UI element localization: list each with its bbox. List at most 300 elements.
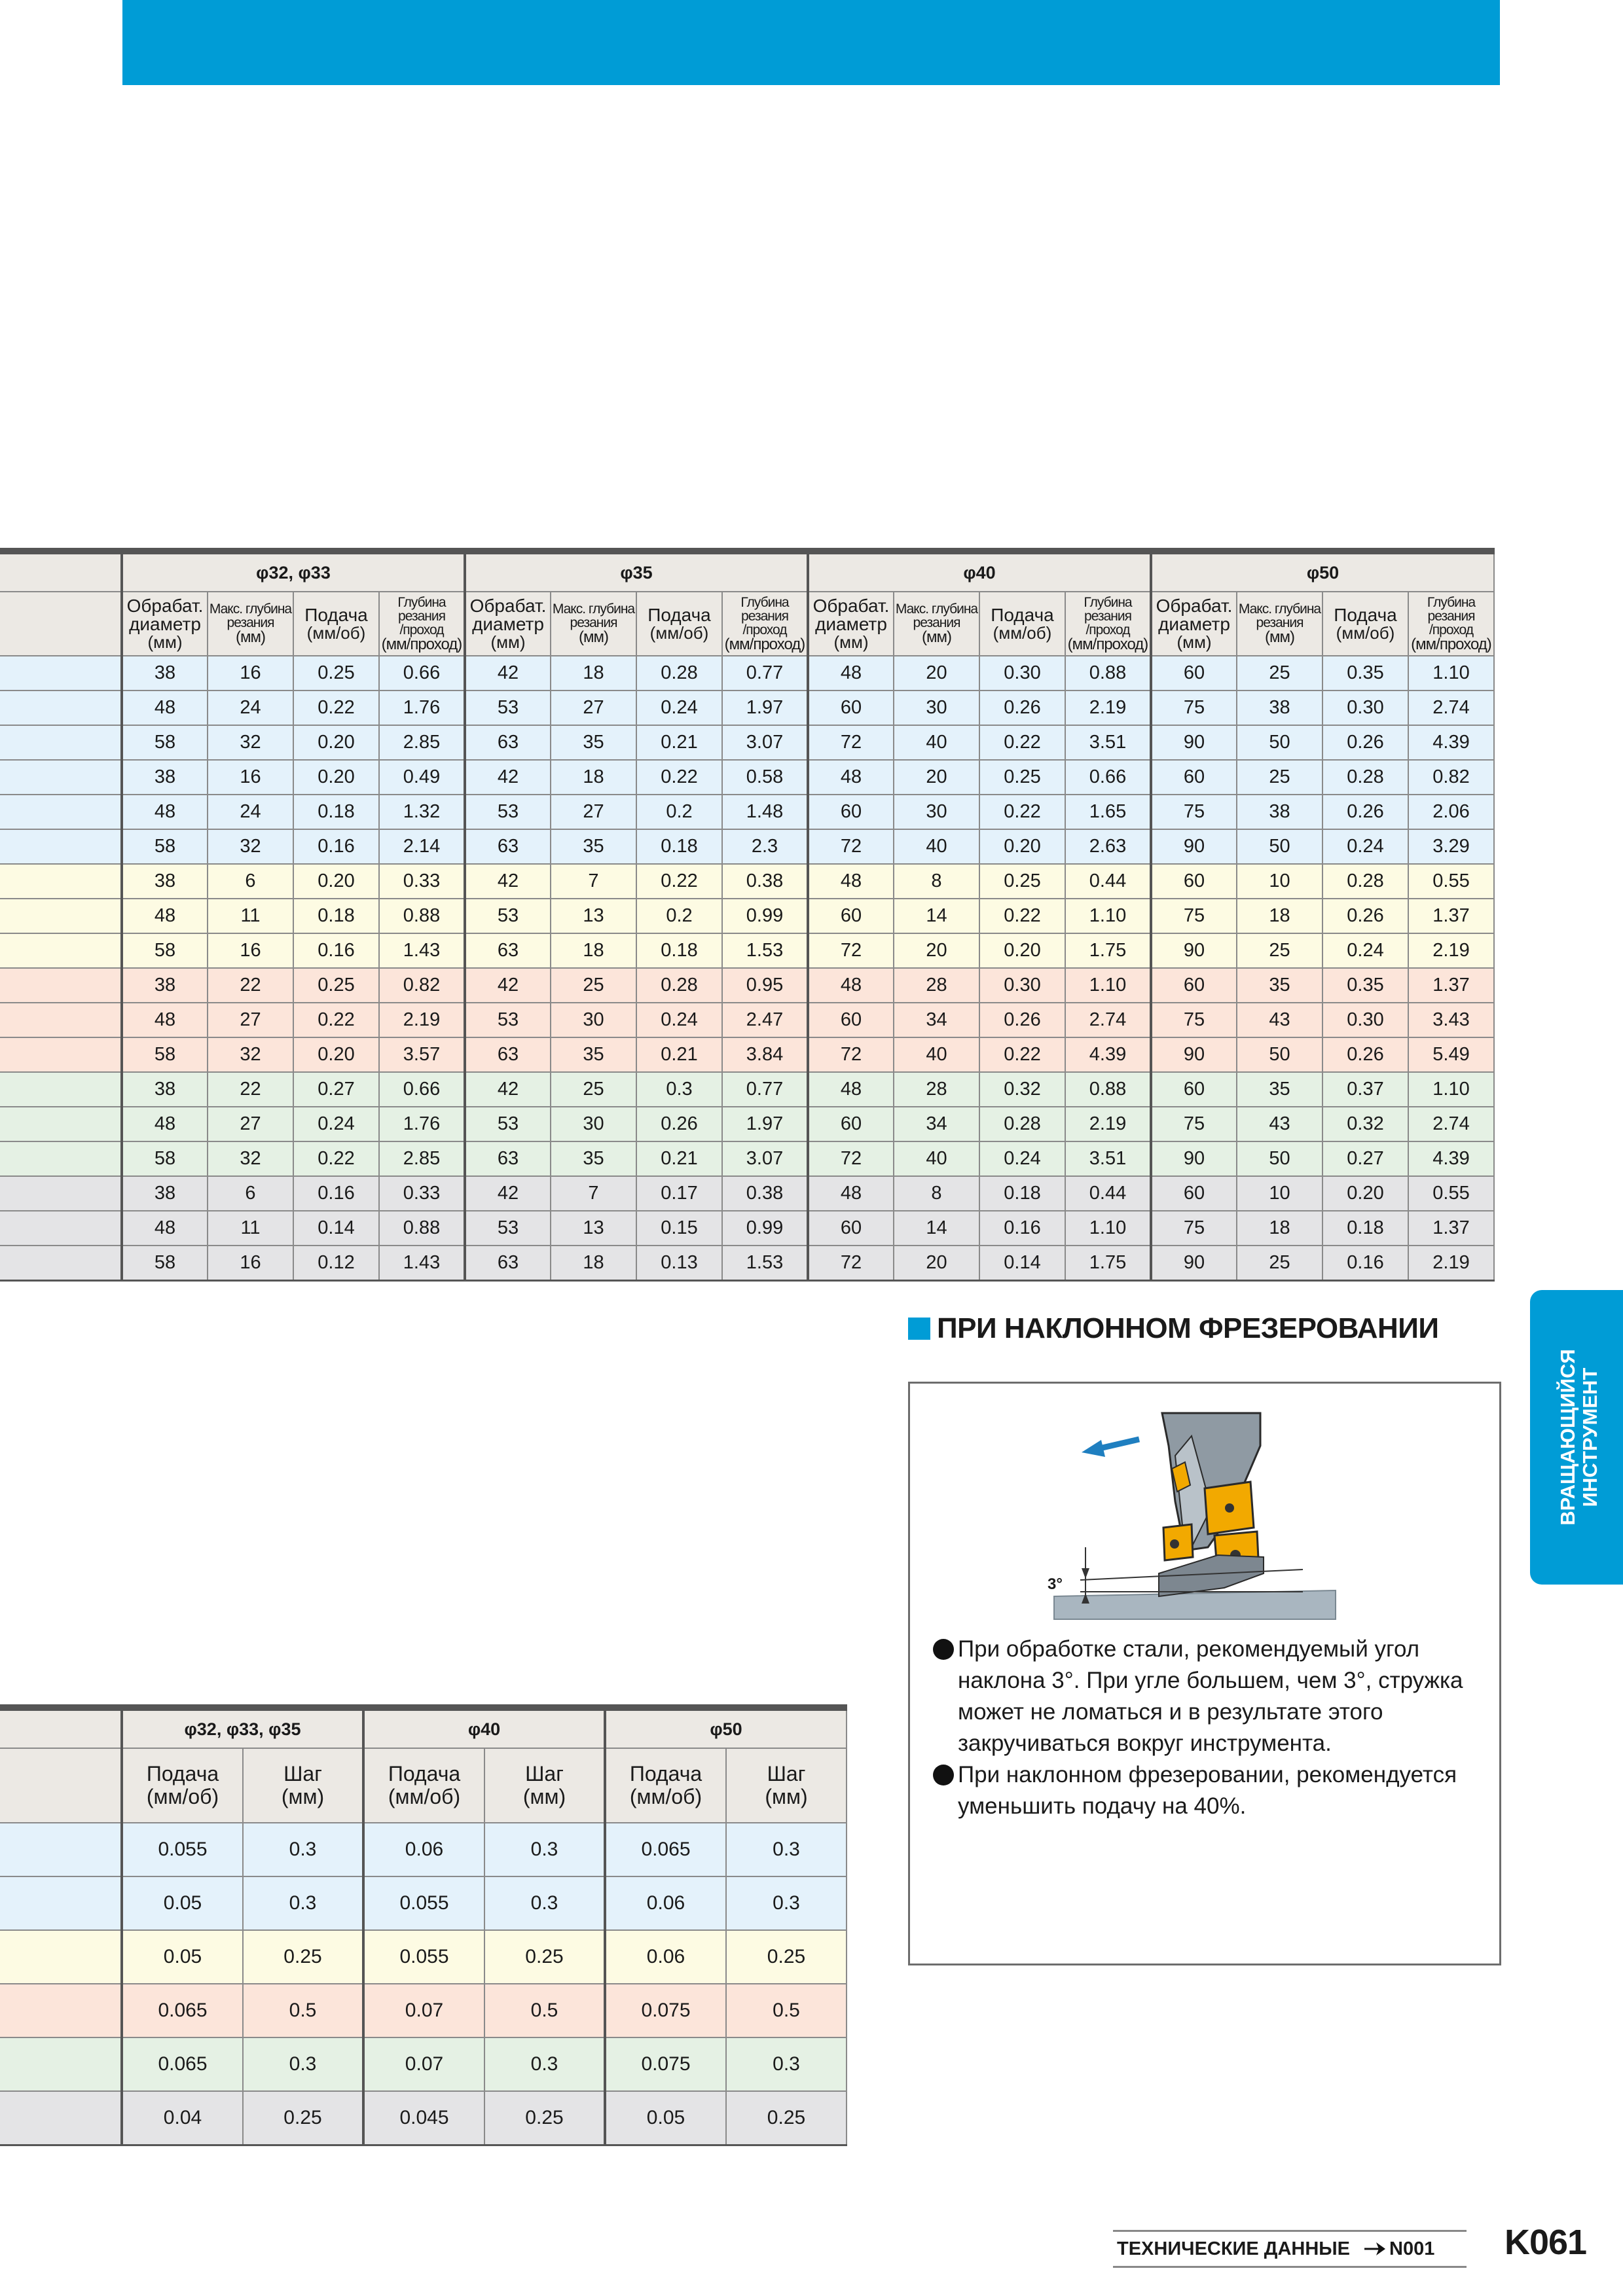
table-cell: 20 — [894, 933, 979, 968]
group-header: φ50 — [1151, 551, 1494, 592]
table-cell: 0.06 — [605, 1876, 726, 1930]
table-cell: 90 — [1151, 829, 1237, 864]
column-header-line: диаметр — [815, 614, 887, 634]
table-row — [0, 1876, 847, 1930]
section-heading — [908, 1309, 1439, 1348]
table-cell: 0.38 — [722, 864, 808, 899]
table-cell: 6 — [208, 864, 293, 899]
table-cell: 50 — [1237, 1037, 1322, 1072]
table-cell: 16 — [208, 760, 293, 795]
table-cell: 32 — [208, 725, 293, 760]
table-cell: 0.25 — [243, 2091, 363, 2145]
table-cell: 0.5 — [243, 1984, 363, 2037]
table-cell: 50 — [1237, 829, 1322, 864]
table-cell: 0.24 — [293, 1107, 379, 1141]
note-text: При наклонном фрезеровании, рекомендуется уменьшить подачу на 40%. — [958, 1762, 1457, 1819]
table-cell: 0.075 — [605, 2037, 726, 2091]
table-cell: 0.16 — [1322, 1246, 1408, 1281]
table-cell: 30 — [551, 1107, 636, 1141]
column-header — [1322, 592, 1408, 656]
table-cell: 48 — [122, 1211, 208, 1246]
note-text: При обработке стали, рекомендуемый угол наклона 3°. При угле большем, чем 3°, стружка может не ломаться и в результате этого закручиваться вокруг инструмента. — [958, 1636, 1463, 1756]
table-cell: 90 — [1151, 933, 1237, 968]
column-header-line: Макс. глубина — [895, 601, 978, 617]
table-cell: 7 — [551, 864, 636, 899]
table-cell: 90 — [1151, 1141, 1237, 1176]
column-header-line: Глубина резания — [1427, 594, 1476, 624]
table-cell: 42 — [465, 1176, 551, 1211]
header-cell-empty — [0, 551, 122, 592]
table-cell: 0.35 — [1322, 656, 1408, 691]
table-cell: 72 — [808, 1246, 894, 1281]
ramping-conditions-table — [0, 1704, 847, 2146]
table-cell: 14 — [894, 899, 979, 933]
row-label-cell — [0, 2091, 122, 2145]
row-label-cell — [0, 1072, 122, 1107]
table-cell: 48 — [808, 1072, 894, 1107]
table-cell: 11 — [208, 1211, 293, 1246]
table-cell: 0.28 — [1322, 864, 1408, 899]
table-cell: 30 — [551, 1003, 636, 1037]
table-cell: 0.3 — [636, 1072, 722, 1107]
table-cell: 35 — [551, 725, 636, 760]
table-cell: 0.22 — [979, 795, 1065, 829]
table-cell: 60 — [1151, 1176, 1237, 1211]
row-label-cell — [0, 1930, 122, 1984]
table-cell: 0.06 — [363, 1823, 484, 1876]
table-cell: 25 — [551, 968, 636, 1003]
table-cell: 28 — [894, 968, 979, 1003]
feed-arrow-icon — [1097, 1439, 1139, 1449]
column-header-line: Подача — [388, 1761, 461, 1785]
table-row — [0, 1823, 847, 1876]
table-cell: 0.16 — [293, 829, 379, 864]
ramping-diagram-box — [908, 1382, 1501, 1965]
section-title: ПРИ НАКЛОННОМ ФРЕЗЕРОВАНИИ — [937, 1312, 1439, 1344]
table-cell: 0.065 — [122, 1984, 243, 2037]
column-header-line: Глубина резания — [1084, 594, 1132, 624]
table-cell: 38 — [122, 1072, 208, 1107]
table-cell: 58 — [122, 1141, 208, 1176]
table-cell: 35 — [551, 1037, 636, 1072]
table-cell: 0.3 — [243, 2037, 363, 2091]
table-cell: 8 — [894, 864, 979, 899]
footer-page-link[interactable]: N001 — [1389, 2238, 1435, 2259]
table-cell: 42 — [465, 1072, 551, 1107]
table-cell: 2.47 — [722, 1003, 808, 1037]
table-cell: 63 — [465, 829, 551, 864]
table-cell: 7 — [551, 1176, 636, 1211]
table-cell: 0.05 — [122, 1930, 243, 1984]
column-header — [293, 592, 379, 656]
table-cell: 53 — [465, 1003, 551, 1037]
table-cell: 0.18 — [636, 933, 722, 968]
table-cell: 0.44 — [1065, 1176, 1151, 1211]
table-cell: 0.3 — [243, 1823, 363, 1876]
table-cell: 0.06 — [605, 1930, 726, 1984]
table-cell: 48 — [122, 691, 208, 725]
table-cell: 0.26 — [1322, 899, 1408, 933]
table-cell: 53 — [465, 899, 551, 933]
table-cell: 2.74 — [1408, 1107, 1494, 1141]
table-row — [0, 760, 1494, 795]
table-cell: 60 — [1151, 656, 1237, 691]
table-row — [0, 1072, 1494, 1107]
table-cell: 1.32 — [379, 795, 465, 829]
group-header: φ40 — [808, 551, 1151, 592]
table-cell: 18 — [1237, 899, 1322, 933]
table-cell: 0.18 — [636, 829, 722, 864]
table-cell: 0.3 — [726, 1876, 847, 1930]
table-cell: 0.25 — [293, 968, 379, 1003]
table-cell: 0.21 — [636, 725, 722, 760]
table-cell: 0.18 — [979, 1176, 1065, 1211]
table-cell: 60 — [1151, 864, 1237, 899]
table-cell: 30 — [894, 691, 979, 725]
table-cell: 0.21 — [636, 1141, 722, 1176]
table-cell: 0.22 — [979, 725, 1065, 760]
table-cell: 35 — [1237, 968, 1322, 1003]
table-cell: 0.25 — [979, 760, 1065, 795]
table-cell: 0.07 — [363, 1984, 484, 2037]
table-cell: 0.18 — [293, 795, 379, 829]
table-cell: 48 — [808, 864, 894, 899]
column-header-unit: (мм) — [765, 1785, 808, 1808]
table-cell: 1.76 — [379, 1107, 465, 1141]
table-cell: 0.20 — [1322, 1176, 1408, 1211]
column-header-line: Подача — [1334, 605, 1397, 625]
table-cell: 25 — [1237, 760, 1322, 795]
table-cell: 0.20 — [293, 760, 379, 795]
column-header-line: /проход — [1429, 622, 1474, 637]
table-group-header-row — [0, 551, 1494, 592]
table-cell: 1.97 — [722, 691, 808, 725]
table-cell: 2.19 — [1408, 1246, 1494, 1281]
row-label-cell — [0, 1823, 122, 1876]
row-label-cell — [0, 760, 122, 795]
table-cell: 38 — [122, 656, 208, 691]
column-header-line: /проход — [1085, 622, 1130, 637]
footer-reference[interactable] — [1113, 2230, 1467, 2268]
table-cell: 0.26 — [979, 691, 1065, 725]
table-cell: 53 — [465, 1211, 551, 1246]
table-cell: 53 — [465, 1107, 551, 1141]
table-row — [0, 691, 1494, 725]
table-row — [0, 1176, 1494, 1211]
column-header-line: /проход — [742, 622, 787, 637]
table-cell: 24 — [208, 795, 293, 829]
table-cell: 0.77 — [722, 1072, 808, 1107]
table-row — [0, 1211, 1494, 1246]
table-row — [0, 725, 1494, 760]
table-row — [0, 795, 1494, 829]
table-cell: 18 — [551, 1246, 636, 1281]
table-cell: 10 — [1237, 1176, 1322, 1211]
column-header-unit: (мм/об) — [629, 1785, 702, 1808]
table-cell: 0.95 — [722, 968, 808, 1003]
table-cell: 0.55 — [1408, 1176, 1494, 1211]
table-cell: 58 — [122, 829, 208, 864]
row-label-cell — [0, 1876, 122, 1930]
table-cell: 2.74 — [1065, 1003, 1151, 1037]
column-header-line: резания — [227, 615, 274, 630]
row-label-cell — [0, 968, 122, 1003]
table-cell: 0.22 — [979, 899, 1065, 933]
table-cell: 2.19 — [1065, 691, 1151, 725]
table-cell: 4.39 — [1408, 725, 1494, 760]
table-cell: 75 — [1151, 691, 1237, 725]
table-cell: 0.04 — [122, 2091, 243, 2145]
table-cell: 72 — [808, 1037, 894, 1072]
table-cell: 0.22 — [293, 1003, 379, 1037]
column-header — [1408, 592, 1494, 656]
table-cell: 0.24 — [636, 1003, 722, 1037]
table-cell: 0.14 — [293, 1211, 379, 1246]
table-column-header-row — [0, 592, 1494, 656]
table-cell: 27 — [551, 795, 636, 829]
column-header — [122, 592, 208, 656]
table-cell: 32 — [208, 1141, 293, 1176]
table-cell: 60 — [808, 1211, 894, 1246]
table-cell: 14 — [894, 1211, 979, 1246]
column-header — [808, 592, 894, 656]
column-header-unit: (мм/об) — [1336, 623, 1395, 643]
row-label-cell — [0, 656, 122, 691]
table-group-header-row — [0, 1708, 847, 1748]
column-header-unit: (мм/проход) — [724, 635, 805, 653]
table-cell: 0.20 — [293, 1037, 379, 1072]
table-row — [0, 899, 1494, 933]
column-header — [1151, 592, 1237, 656]
table-cell: 18 — [551, 656, 636, 691]
table-row — [0, 1037, 1494, 1072]
table-cell: 43 — [1237, 1107, 1322, 1141]
table-row — [0, 2091, 847, 2145]
table-cell: 38 — [122, 1176, 208, 1211]
table-cell: 0.58 — [722, 760, 808, 795]
table-cell: 38 — [1237, 795, 1322, 829]
column-header-line: Шаг — [283, 1761, 322, 1785]
table-cell: 0.18 — [293, 899, 379, 933]
table-cell: 0.3 — [243, 1876, 363, 1930]
table-cell: 30 — [894, 795, 979, 829]
table-cell: 53 — [465, 795, 551, 829]
table-cell: 4.39 — [1408, 1141, 1494, 1176]
column-header-unit: (мм) — [1265, 628, 1294, 646]
column-header — [726, 1748, 847, 1823]
table-cell: 25 — [1237, 656, 1322, 691]
group-header: φ32, φ33 — [122, 551, 465, 592]
table-cell: 1.43 — [379, 933, 465, 968]
table-cell: 22 — [208, 1072, 293, 1107]
note-item — [933, 1634, 1489, 1759]
table-cell: 0.3 — [726, 1823, 847, 1876]
table-cell: 0.28 — [636, 656, 722, 691]
table-cell: 6 — [208, 1176, 293, 1211]
table-cell: 0.24 — [1322, 933, 1408, 968]
row-label-cell — [0, 864, 122, 899]
table-cell: 1.37 — [1408, 899, 1494, 933]
table-cell: 27 — [208, 1107, 293, 1141]
table-cell: 48 — [808, 760, 894, 795]
row-label-cell — [0, 725, 122, 760]
header-cell-empty — [0, 1708, 122, 1748]
ramping-illustration — [910, 1384, 1499, 1632]
table-cell: 2.85 — [379, 1141, 465, 1176]
table-cell: 16 — [208, 1246, 293, 1281]
table-row — [0, 1003, 1494, 1037]
cutting-conditions-table — [0, 548, 1495, 1282]
table-cell: 48 — [122, 1107, 208, 1141]
table-cell: 53 — [465, 691, 551, 725]
column-header-line: Подача — [304, 605, 368, 625]
arrow-right-icon — [1362, 2239, 1387, 2259]
table-cell: 60 — [1151, 968, 1237, 1003]
table-cell: 43 — [1237, 1003, 1322, 1037]
table-cell: 0.24 — [1322, 829, 1408, 864]
table-cell: 40 — [894, 829, 979, 864]
column-header-line: диаметр — [472, 614, 544, 634]
table-cell: 63 — [465, 1246, 551, 1281]
column-header — [605, 1748, 726, 1823]
table-cell: 0.99 — [722, 899, 808, 933]
table-cell: 0.3 — [484, 2037, 605, 2091]
table-cell: 2.19 — [1065, 1107, 1151, 1141]
table-cell: 0.26 — [1322, 725, 1408, 760]
table-cell: 0.12 — [293, 1246, 379, 1281]
table-row — [0, 1930, 847, 1984]
table-cell: 0.30 — [1322, 691, 1408, 725]
table-cell: 27 — [208, 1003, 293, 1037]
column-header-line: резания — [1256, 615, 1304, 630]
table-cell: 4.39 — [1065, 1037, 1151, 1072]
table-cell: 48 — [122, 795, 208, 829]
table-cell: 60 — [808, 1107, 894, 1141]
table-cell: 28 — [894, 1072, 979, 1107]
column-header-line: Подача — [647, 605, 711, 625]
table-cell: 0.14 — [979, 1246, 1065, 1281]
table-cell: 75 — [1151, 795, 1237, 829]
table-cell: 0.26 — [1322, 795, 1408, 829]
table-cell: 72 — [808, 933, 894, 968]
table-cell: 63 — [465, 1037, 551, 1072]
table-cell: 11 — [208, 899, 293, 933]
column-header-line: Макс. глубина — [1238, 601, 1321, 617]
table-cell: 1.37 — [1408, 968, 1494, 1003]
table-cell: 0.26 — [979, 1003, 1065, 1037]
table-cell: 38 — [122, 968, 208, 1003]
section-side-tab[interactable] — [1530, 1290, 1623, 1585]
table-cell: 0.30 — [1322, 1003, 1408, 1037]
column-header — [379, 592, 465, 656]
table-cell: 38 — [122, 760, 208, 795]
column-header-unit: (мм) — [147, 632, 183, 652]
column-header — [1237, 592, 1322, 656]
table-cell: 60 — [1151, 760, 1237, 795]
table-cell: 0.88 — [379, 899, 465, 933]
table-row — [0, 656, 1494, 691]
table-cell: 0.5 — [484, 1984, 605, 2037]
table-cell: 0.2 — [636, 899, 722, 933]
side-tab-line: ИНСТРУМЕНТ — [1578, 1367, 1601, 1507]
table-cell: 0.2 — [636, 795, 722, 829]
column-header-unit: (мм) — [579, 628, 608, 646]
table-cell: 60 — [808, 795, 894, 829]
table-row — [0, 2037, 847, 2091]
table-row — [0, 1141, 1494, 1176]
column-header-unit: (мм) — [281, 1785, 325, 1808]
table-cell: 0.065 — [122, 2037, 243, 2091]
table-column-header-row — [0, 1748, 847, 1823]
column-header — [551, 592, 636, 656]
column-header-unit: (мм/об) — [388, 1785, 461, 1808]
table-cell: 25 — [1237, 933, 1322, 968]
column-header — [208, 592, 293, 656]
table-cell: 0.22 — [636, 760, 722, 795]
table-cell: 0.28 — [636, 968, 722, 1003]
table-cell: 5.49 — [1408, 1037, 1494, 1072]
table-cell: 1.53 — [722, 933, 808, 968]
table-cell: 0.045 — [363, 2091, 484, 2145]
column-header-line: Глубина резания — [397, 594, 446, 624]
table-cell: 1.10 — [1065, 899, 1151, 933]
table-cell: 32 — [208, 1037, 293, 1072]
header-cell-empty — [0, 1748, 122, 1823]
table-cell: 0.24 — [636, 691, 722, 725]
table-cell: 48 — [808, 968, 894, 1003]
table-cell: 0.66 — [379, 656, 465, 691]
column-header-line: Макс. глубина — [209, 601, 292, 617]
column-header — [465, 592, 551, 656]
table-cell: 0.22 — [293, 1141, 379, 1176]
bullet-icon — [933, 1639, 954, 1660]
table-cell: 20 — [894, 760, 979, 795]
table-cell: 0.25 — [726, 1930, 847, 1984]
table-cell: 0.88 — [379, 1211, 465, 1246]
table-cell: 0.77 — [722, 656, 808, 691]
column-header-line: резания — [913, 615, 960, 630]
column-header-unit: (мм/проход) — [381, 635, 462, 653]
table-cell: 90 — [1151, 1246, 1237, 1281]
table-cell: 0.05 — [122, 1876, 243, 1930]
table-cell: 0.3 — [484, 1823, 605, 1876]
column-header-line: Обрабат. — [812, 596, 890, 616]
group-header: φ35 — [465, 551, 808, 592]
table-cell: 48 — [808, 656, 894, 691]
column-header-line: диаметр — [129, 614, 201, 634]
table-cell: 2.85 — [379, 725, 465, 760]
table-cell: 18 — [551, 933, 636, 968]
table-cell: 0.26 — [636, 1107, 722, 1141]
table-cell: 0.16 — [293, 933, 379, 968]
column-header — [363, 1748, 484, 1823]
table-cell: 32 — [208, 829, 293, 864]
table-cell: 0.66 — [379, 1072, 465, 1107]
top-color-bar — [122, 0, 1500, 85]
row-label-cell — [0, 1246, 122, 1281]
column-header — [894, 592, 979, 656]
table-cell: 0.30 — [979, 968, 1065, 1003]
table-cell: 50 — [1237, 725, 1322, 760]
table-cell: 0.15 — [636, 1211, 722, 1246]
table-cell: 60 — [808, 1003, 894, 1037]
table-cell: 48 — [808, 1176, 894, 1211]
table-cell: 1.10 — [1065, 1211, 1151, 1246]
table-cell: 42 — [465, 656, 551, 691]
header-cell-empty — [0, 592, 122, 656]
table-cell: 1.48 — [722, 795, 808, 829]
table-cell: 90 — [1151, 1037, 1237, 1072]
